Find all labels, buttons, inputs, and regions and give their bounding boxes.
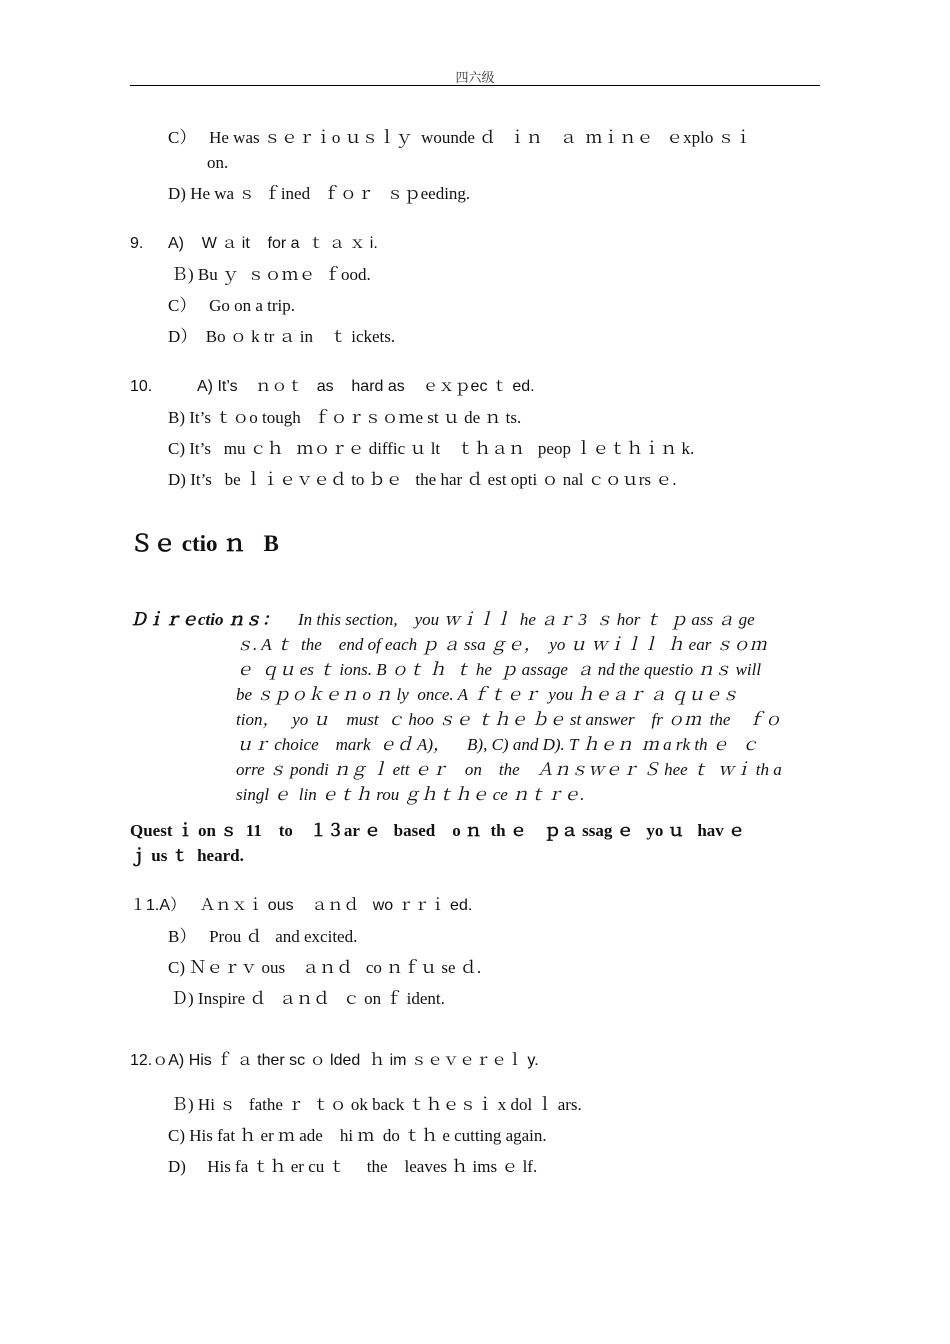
directions-line-1: In this section, you ｗｉｌｌ he ａｒ 3 ｓ hor ｔ ｐ ass ａ ge [298, 610, 755, 629]
q10-number: 10. [130, 378, 153, 395]
directions-line-2: ｓ. A ｔ the end of each ｐ ａ ssa ｇｅ， yo ｕ ｗｉｌｌ ｈ ear ｓｏｍ [236, 635, 767, 654]
q9-option-a: A) W ａ it for a ｔ ａ ｘ i. [168, 235, 378, 252]
directions-line-7: orre ｓ pondi ｎｇ ｌ ett ｅｒ on the Ａｎｓｗｅｒ Ｓ hee ｔ ｗｉ th a [236, 760, 782, 779]
q10-option-c: C) It’s mu ｃｈ ｍｏｒｅ diffic ｕ lt ｔｈａｎ peop ｌｅｔｈｉｎ k. [168, 439, 695, 458]
q9-option-c: C） Go on a trip. [168, 296, 296, 315]
q11-option-b: B） Prou ｄ and excited. [168, 927, 358, 946]
q10-option-b: B) It’s ｔｏo tough ｆｏｒｓｏｍe st ｕ de ｎ ts. [168, 408, 522, 427]
q9-option-b: Ｂ) Bu ｙ ｓｏｍｅ ｆood. [171, 265, 371, 284]
q8-option-c-line1: C） He was ｓｅｒｉo ｕｓｌｙ wounde ｄ ｉｎ ａ ｍｉｎｅ ｅxplo ｓｉ [168, 128, 752, 147]
q11-option-a: １1.A） Ａｎｘｉ ous ａｎｄ wo ｒｒｉ ed. [130, 897, 473, 914]
q11-option-c: C) Ｎｅｒｖ ous ａｎｄ co ｎｆｕ se ｄ. [168, 958, 482, 977]
q12-option-a: 12.ｏA) His ｆ ａ ther sc ｏ lded ｈ im ｓｅｖｅｒｅｌ y. [130, 1052, 539, 1069]
q9-number: 9. [130, 235, 144, 252]
header-rule [130, 85, 820, 86]
q8-option-c-line2: on. [207, 153, 229, 172]
questions-heading-line1: Quest ｉ on ｓ 11 to １３ar ｅ based o ｎ th ｅ ｐａ ssag ｅ yo ｕ hav ｅ [130, 821, 746, 840]
q10-option-a: A) It’s ｎｏｔ as hard as ｅｘｐec ｔ ed. [197, 378, 535, 395]
directions-line-5: tion， yo ｕ must ｃ hoo ｓｅ ｔｈｅ ｂｅ st answer fr ｏｍ the ｆｏ [236, 710, 782, 729]
directions-line-6: ｕｒ choice mark ｅｄ A)， B), C) and D). T ｈｅｎ ｍ a rk th ｅ ｃ [236, 735, 759, 754]
q12-option-b: Ｂ) Hi ｓ fathe ｒ ｔｏ ok back ｔｈｅｓｉ x dol ｌ ars. [171, 1095, 582, 1114]
directions-line-3: ｅ ｑｕ es ｔ ions. B ｏｔ ｈ ｔ he ｐ assage ａ nd the questio ｎｓ will [236, 660, 762, 679]
q11-option-d: Ｄ) Inspire ｄ ａｎｄ ｃ on ｆ ident. [171, 989, 445, 1008]
directions-label-text: Ｄｉｒｅctio ｎｓ： [130, 610, 279, 629]
q8-option-d: D) He wa ｓ ｆined ｆｏｒ ｓｐeeding. [168, 184, 471, 203]
questions-heading-line2: ｊ us ｔ heard. [130, 846, 244, 865]
q10-option-d: D) It’s be ｌｉｅｖｅｄ to ｂｅ the har ｄ est opti ｏ nal ｃｏｕrs ｅ. [168, 470, 677, 489]
directions-line-8: singl ｅ lin ｅｔｈ rou ｇｈｔｈｅ ce ｎｔｒｅ. [236, 785, 585, 804]
q9-option-d: D） Bo ｏ k tr ａ in ｔ ickets. [168, 327, 396, 346]
q12-option-c: C) His fat ｈ er ｍ ade hi ｍ do ｔｈ e cutting again. [168, 1126, 547, 1145]
q12-option-d: D) His fa ｔｈ er cu ｔ the leaves ｈ ims ｅ lf. [168, 1157, 538, 1176]
directions-line-4: be ｓｐｏｋｅｎ o ｎ ly once. A ｆｔｅｒ you ｈｅａｒ ａ ｑｕｅｓ [236, 685, 739, 704]
page-header: 四六级 [455, 71, 495, 86]
directions-label [130, 607, 279, 632]
section-b-title: Ｓｅ ctio ｎ B [130, 531, 279, 556]
